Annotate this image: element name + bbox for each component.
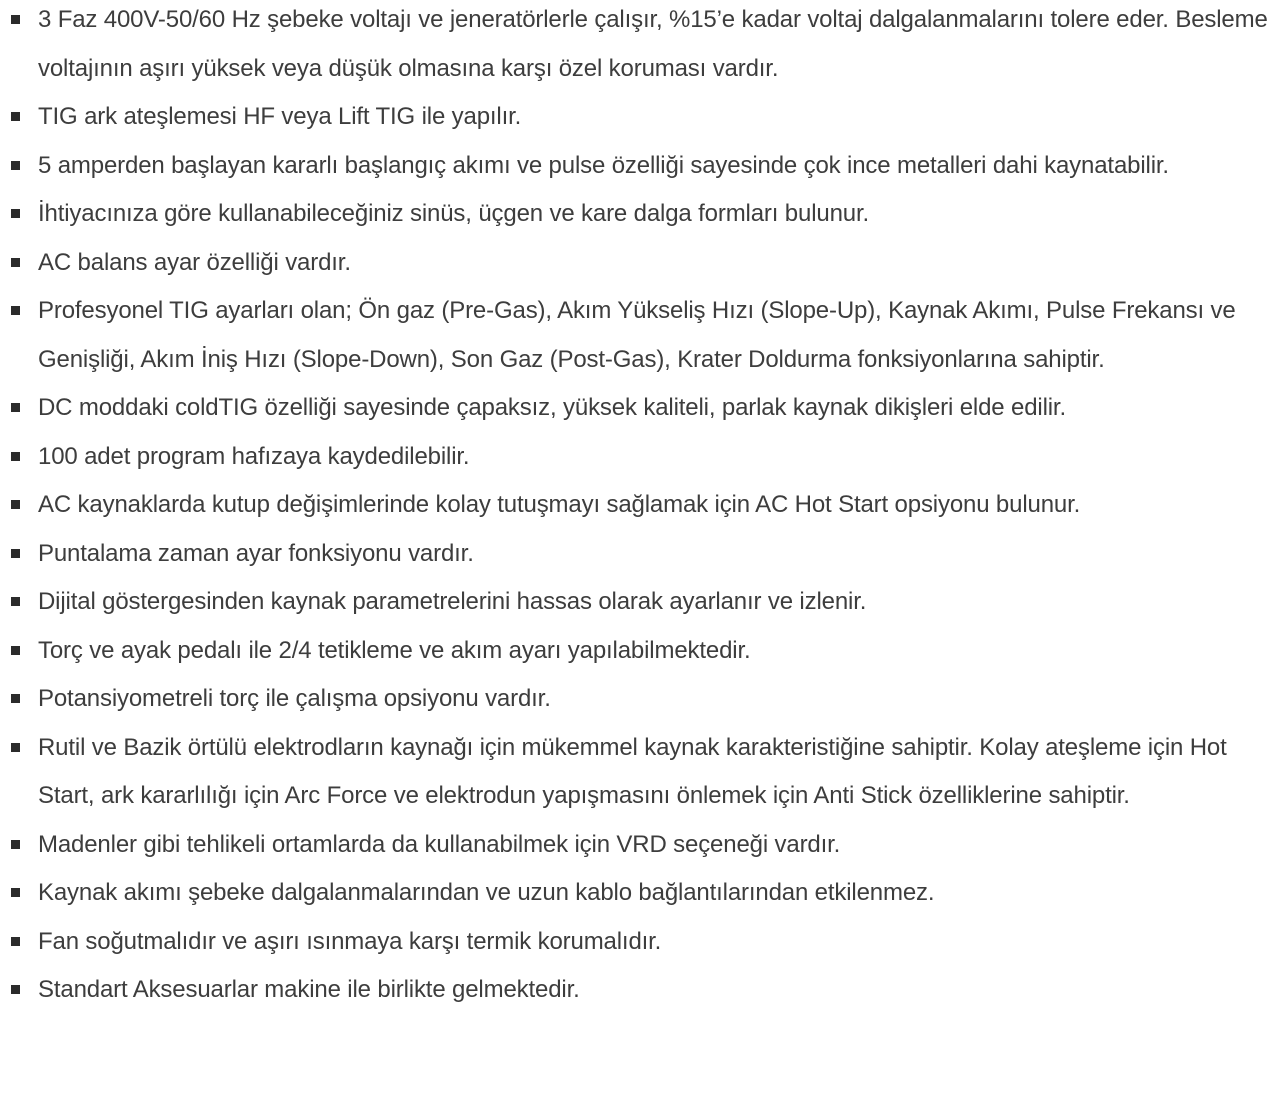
list-item-text: AC balans ayar özelliği vardır. (38, 248, 351, 276)
list-item (0, 142, 1288, 191)
list-item-text: Profesyonel TIG ayarları olan; Ön gaz (Pre-Gas), Akım Yükseliş Hızı (Slope-Up), Kaynak Akımı, Pulse Frekansı ve Genişliği, Akım İniş Hızı (Slope-Down), Son Gaz (Post-Gas), Krater Doldurma fonksiyonlarına sahiptir. (38, 297, 1236, 373)
square-bullet-icon (11, 306, 20, 315)
list-item-text: İhtiyacınıza göre kullanabileceğiniz sinüs, üçgen ve kare dalga formları bulunur. (38, 200, 870, 227)
list-item (0, 675, 1288, 724)
square-bullet-icon (11, 888, 20, 897)
list-item-text: Dijital göstergesinden kaynak parametrelerini hassas olarak ayarlanır ve izlenir. (38, 588, 867, 615)
list-item (0, 239, 1288, 288)
square-bullet-icon (11, 694, 20, 703)
list-item-text: Potansiyometreli torç ile çalışma opsiyonu vardır. (38, 685, 551, 712)
list-item-text: Fan soğutmalıdır ve aşırı ısınmaya karşı termik korumalıdır. (38, 927, 662, 955)
square-bullet-icon (11, 112, 20, 121)
list-item-text: AC kaynaklarda kutup değişimlerinde kolay tutuşmayı sağlamak için AC Hot Start opsiyonu bulunur. (38, 491, 1081, 518)
list-item (0, 966, 1288, 1015)
list-item (0, 384, 1288, 433)
square-bullet-icon (11, 743, 20, 752)
square-bullet-icon (11, 258, 20, 267)
list-item (0, 93, 1288, 142)
square-bullet-icon (11, 985, 20, 994)
list-item-text: TIG ark ateşlemesi HF veya Lift TIG ile yapılır. (38, 103, 522, 130)
list-item (0, 530, 1288, 579)
square-bullet-icon (11, 549, 20, 558)
list-item-text: Madenler gibi tehlikeli ortamlarda da kullanabilmek için VRD seçeneği vardır. (38, 830, 841, 858)
list-item (0, 433, 1288, 482)
list-item-text: Kaynak akımı şebeke dalgalanmalarından ve uzun kablo bağlantılarından etkilenmez. (38, 879, 935, 906)
list-item-text: Puntalama zaman ayar fonksiyonu vardır. (38, 539, 474, 567)
list-item (0, 0, 1288, 93)
list-item-text: DC moddaki coldTIG özelliği sayesinde çapaksız, yüksek kaliteli, parlak kaynak dikişleri elde edilir. (38, 394, 1066, 421)
list-item-text: Torç ve ayak pedalı ile 2/4 tetikleme ve akım ayarı yapılabilmektedir. (38, 636, 751, 664)
list-item (0, 190, 1288, 239)
square-bullet-icon (11, 840, 20, 849)
list-item (0, 918, 1288, 967)
square-bullet-icon (11, 452, 20, 461)
list-item-text: 3 Faz 400V-50/60 Hz şebeke voltajı ve jeneratörlerle çalışır, %15’e kadar voltaj dalgalanmalarını tolere eder. Besleme voltajının aşırı yüksek veya düşük olmasına karşı özel koruması vardır. (38, 6, 1268, 82)
square-bullet-icon (11, 403, 20, 412)
square-bullet-icon (11, 161, 20, 170)
list-item (0, 724, 1288, 821)
list-item-text: 100 adet program hafızaya kaydedilebilir. (38, 442, 470, 470)
list-item (0, 481, 1288, 530)
list-item (0, 287, 1288, 384)
list-item (0, 869, 1288, 918)
list-item (0, 821, 1288, 870)
list-item-text: 5 amperden başlayan kararlı başlangıç akımı ve pulse özelliği sayesinde çok ince metalleri dahi kaynatabilir. (38, 151, 1169, 179)
square-bullet-icon (11, 15, 20, 24)
list-item-text: Rutil ve Bazik örtülü elektrodların kaynağı için mükemmel kaynak karakteristiğine sahiptir. Kolay ateşleme için Hot Start, ark kararlılığı için Arc Force ve elektrodun yapışmasını önlemek için Anti Stick özelliklerine sahiptir. (38, 733, 1227, 809)
list-item (0, 578, 1288, 627)
list-item-text: Standart Aksesuarlar makine ile birlikte gelmektedir. (38, 976, 580, 1003)
list-item (0, 627, 1288, 676)
square-bullet-icon (11, 937, 20, 946)
square-bullet-icon (11, 597, 20, 606)
square-bullet-icon (11, 209, 20, 218)
square-bullet-icon (11, 646, 20, 655)
square-bullet-icon (11, 500, 20, 509)
